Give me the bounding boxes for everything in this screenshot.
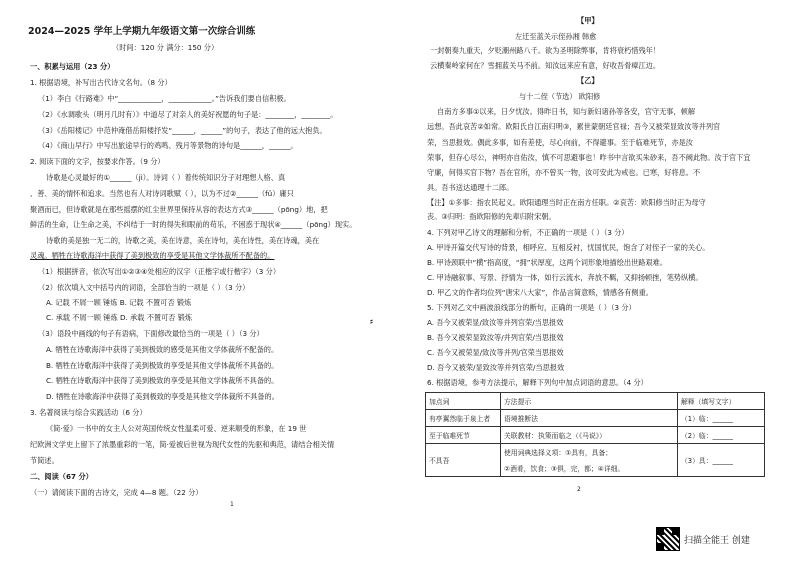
question-line: 2. 阅读下面的文字，按要求作答。（9 分）	[30, 157, 165, 166]
table-cell: 不具吾	[426, 444, 501, 477]
label-jia: 【甲】	[577, 16, 599, 25]
option-line: D. 甲乙文的作者均位列“唐宋八大家”，作品言简意赅，情感各有侧重。	[427, 288, 653, 297]
page-number: 2	[577, 486, 581, 493]
table-row	[426, 427, 765, 444]
table-header: 解释（填写文字）	[678, 393, 765, 410]
question-line: （2）《水调歌头（明月几时有）》中道尽了对亲人的美好祝愿的句子是：________，________。	[38, 110, 338, 119]
passage-line: 聚酒而已，但诗歌就是在那些摇摆的红尘世界里保持从容的表达方式③______（pōng）地，把	[30, 205, 328, 214]
option-line: A. 吾今又被荣显/致汝等并列官荣/当思报效	[427, 318, 564, 327]
passage-line: 灵魂。牺牲在诗歌海洋中获得了美到极致的享受是其他文学体裁所不配备的。	[30, 251, 275, 260]
question-line: （3）《岳阳楼记》中范仲淹借岳阳楼抒发“______，______”的句子，表达了他的远大抱负。	[38, 126, 327, 135]
table-cell: 至于临难死节	[426, 427, 501, 444]
option-line: A. 牺牲在诗歌海洋中获得了美到极致的感受是其他文学体裁所不配备的。	[46, 345, 279, 354]
question-line: 1. 根据语境，补写出古代诗文名句。（8 分）	[30, 78, 172, 87]
prose-line: 自南方多事①以来，日夕忧汝。得昨日书，知与新妇诸孙等各安，官守无事，顿解	[437, 107, 696, 116]
question-line: 5. 下列对乙文中画波浪线部分的断句，正确的一项是（ ）（3 分）	[427, 303, 636, 312]
scanner-watermark: 扫描全能王 创建	[684, 536, 750, 546]
prose-line: 具。吾书送达通理十二郎。	[427, 183, 514, 192]
label-yi: 【乙】	[577, 76, 599, 85]
right-page	[397, 0, 794, 561]
prose-line: 荣事，但存心尽公，神明亦自佑汝，慎不可思避事也！昨书中言欲买朱砂来，吾不阙此物。汝于官下宜	[427, 153, 751, 162]
option-line: D. 吾今又被荣/显致汝等并列官荣/当思报效	[427, 363, 565, 372]
prose-line: 远想。吾此哀苦②如常。欧阳氏自江南归明③，累世蒙朝廷官禄；吾今又被荣显致汝等并列官	[427, 122, 721, 131]
margin-mark: ⸗	[370, 317, 373, 327]
table-header: 加点词	[426, 393, 501, 410]
passage-line: 、善、美的情怀和追求。当然也有人对诗词歌赋（ ），以为不过②______（fǔ）庸只	[30, 189, 294, 198]
passage-line: 节简述。	[30, 456, 59, 465]
table-header: 方法提示	[501, 393, 678, 410]
prose-line: 荣，当思报效。偶此多事，如有差使，尽心向前，不得避事。至于临难死节，亦是汝	[427, 138, 693, 147]
question-line: （1）李白《行路难》中“____________，____________。”告诉我们要自信积极。	[38, 94, 291, 103]
option-line: C. 吾今又被荣显/致汝等并列/官荣当思报效	[427, 348, 564, 357]
question-line: （3）语段中画线的句子有语病，下面修改最恰当的一项是（ ）（3 分）	[38, 329, 264, 338]
note-line: 丧。③归明：指欧阳修的先辈归附宋朝。	[427, 212, 556, 221]
page-number: 1	[230, 501, 234, 508]
option-line: B. 甲诗颈联中“横”指高度，“拥”状厚度，这两个词形象地描绘出世路艰难。	[427, 258, 668, 267]
question-line: 4. 下列对甲乙诗文的理解和分析，不正确的一项是（ ）（3 分）	[427, 228, 629, 237]
passage-line: 鲜活的生命，让生命之美，不纠结于一时的得失和眼前的苟乐，不困惑于现状④______（pōng）现实。	[30, 220, 357, 229]
option-line: C. 牺牲在诗歌海洋中获得了美到极致的享受是其他文学体裁所不具备的。	[46, 376, 279, 385]
prose-title: 与十二侄（节选） 欧阳修	[519, 92, 601, 101]
note-line: 【注】①多事：指农民起义。欧阳通理当时正在南方任职。②哀苦：欧阳修当时正为母守	[427, 198, 706, 207]
poem-line: 云横秦岭家何在？雪拥蓝关马不前。知汝远来应有意，好收吾骨瘴江边。	[430, 61, 661, 70]
passage-line: 纪欧洲文学史上留下了浓墨重彩的一笔，简·爱被后世视为现代女性的先驱和典范，请结合相关情	[30, 440, 335, 449]
table-row	[426, 444, 765, 461]
question-line: （4）《商山早行》中写出旅途早行的鸡鸣、残月等景物的诗句是______，______。	[38, 141, 298, 150]
option-line: A. 记载 不屑一顾 锤炼 B. 记载 不置可否 锻炼	[46, 298, 192, 307]
passage-line: 诗歌的美是独一无二的，诗歌之美，美在诗意，美在诗句，美在诗性，美在诗魂，美在	[46, 236, 320, 245]
section-heading: 一、积累与运用（23 分）	[30, 62, 115, 71]
option-line: A. 甲诗开篇交代写诗的背景，相呼应、互相反衬，忧国忧民，饱含了对侄子一家的关心。	[427, 243, 710, 252]
option-line: B. 吾今又被荣显致汝等/并列官荣/当思报效	[427, 333, 564, 342]
table-cell: 使用词典选择义项：①具有，具备；	[501, 444, 678, 461]
section-heading: 二、阅读（67 分）	[30, 472, 93, 481]
table-cell: 语境推断法	[501, 410, 678, 427]
table-row	[426, 410, 765, 427]
answer-table	[425, 392, 765, 477]
answer-cell[interactable]: （2）临：______	[678, 427, 765, 444]
answer-cell[interactable]: （3）具：______	[678, 444, 765, 477]
poem-line: 一封朝奏九重天，夕贬潮州路八千。欲为圣明除弊事，肯将衰朽惜残年！	[430, 46, 661, 55]
exam-title: 2024—2025 学年上学期九年级语文第一次综合训练	[28, 26, 256, 37]
prose-line: 守廉，何得买官下物？吾在官所，亦不曾买一物，汝可安此为戒也。已寒，好将息。不	[427, 168, 701, 177]
exam-meta: （时间：120 分 满分：150 分）	[112, 43, 219, 52]
question-line: 6. 根据语境，参考方法提示，解释下列句中加点词语的意思。（4 分）	[427, 378, 648, 387]
option-line: D. 牺牲在诗歌海洋中获得了美到极致的享受是其他文学体裁所不具备的。	[46, 392, 279, 401]
question-line: 3. 名著阅读与综合实践活动（6 分）	[30, 408, 147, 417]
table-cell: 关联教材：执策而临之（《马说》）	[501, 427, 678, 444]
option-line: C. 甲诗融叙事、写景、抒情为一体，如行云流水，奔放不羁，又抑扬顿挫，笔势纵横。	[427, 273, 703, 282]
passage-line: 《简·爱》一书中的女主人公对英国传统女性温柔可爱、逆来顺受的形象，在 19 世	[46, 424, 307, 433]
table-cell: 有亭翼然临于泉上者	[426, 410, 501, 427]
question-line: （2）依次填入文中括号内的词语，全部恰当的一项是（ ）（3 分）	[38, 283, 250, 292]
passage-line: 诗歌是心灵最好的①______（jì）。诗词（ ）着传统知识分子对理想人格、真	[46, 173, 286, 182]
option-line: B. 牺牲在诗歌海洋中获得了美到极致的享受是其他文学体裁所不具备的。	[46, 361, 279, 370]
table-header-row	[426, 393, 765, 410]
poem-title: 左迁至蓝关示侄孙湘 韩愈	[515, 32, 597, 41]
option-line: C. 承载 不屑一顾 锤炼 D. 承载 不置可否 锻炼	[46, 313, 193, 322]
question-line: （一）请阅读下面的古诗文，完成 4—8 题。（22 分）	[30, 488, 203, 497]
qr-code-icon	[656, 527, 680, 551]
table-cell: ②酒肴，饮食；③俱，完，都；④详细。	[501, 460, 678, 477]
answer-cell[interactable]: （1）临：______	[678, 410, 765, 427]
question-line: （1）根据拼音，依次写出①②③④处相应的汉字（正楷字或行楷字）（3 分）	[38, 267, 281, 276]
